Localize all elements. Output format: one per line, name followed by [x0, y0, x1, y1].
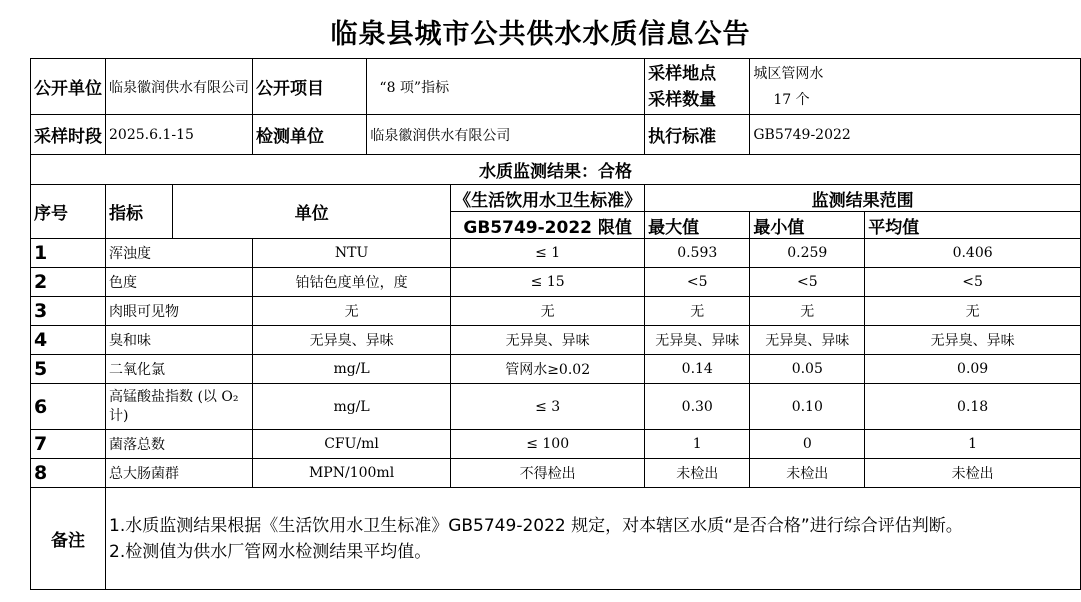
testing-unit-value: 临泉徽润供水有限公司 — [367, 115, 645, 155]
remark-line-1: 1.水质监测结果根据《生活饮用水卫生标准》GB5749-2022 规定，对本辖区水质“是否合格”进行综合评估判断。 — [109, 515, 963, 536]
row-min: 0.259 — [750, 239, 865, 268]
sampling-period-value: 2025.6.1-15 — [106, 115, 253, 155]
page-title: 临泉县城市公共供水水质信息公告 — [330, 19, 751, 50]
remarks-label: 备注 — [31, 488, 106, 590]
col-unit-header: 单位 — [173, 185, 451, 239]
table-row — [31, 297, 1081, 326]
row-indicator: 高锰酸盐指数 (以 O₂计) — [106, 384, 253, 430]
row-unit: 无异臭、异味 — [253, 326, 451, 355]
table-row — [31, 239, 1081, 268]
row-indicator: 肉眼可见物 — [106, 297, 253, 326]
row-indicator: 浑浊度 — [106, 239, 253, 268]
row-min: 无 — [750, 297, 865, 326]
remark-line-2: 2.检测值为供水厂管网水检测结果平均值。 — [109, 541, 432, 562]
col-limit-header-line1: 《生活饮用水卫生标准》 — [451, 185, 645, 212]
row-seq: 7 — [31, 430, 106, 459]
row-max: 0.14 — [645, 355, 750, 384]
public-unit-label: 公开单位 — [31, 59, 106, 115]
row-max: 1 — [645, 430, 750, 459]
row-unit: MPN/100ml — [253, 459, 451, 488]
col-min-header: 最小值 — [750, 212, 865, 239]
sampling-period-label: 采样时段 — [31, 115, 106, 155]
row-unit: CFU/ml — [253, 430, 451, 459]
sampling-count-label: 采样数量 — [648, 89, 717, 110]
public-unit-value: 临泉徽润供水有限公司 — [106, 59, 253, 115]
row-indicator: 臭和味 — [106, 326, 253, 355]
row-seq: 2 — [31, 268, 106, 297]
row-limit: 管网水≥0.02 — [451, 355, 645, 384]
standard-value: GB5749-2022 — [750, 115, 1081, 155]
row-indicator: 菌落总数 — [106, 430, 253, 459]
testing-unit-label: 检测单位 — [253, 115, 367, 155]
remarks-text — [106, 488, 1081, 590]
row-limit: 无 — [451, 297, 645, 326]
header-row-1 — [31, 59, 1081, 115]
row-seq: 8 — [31, 459, 106, 488]
row-min: 无异臭、异味 — [750, 326, 865, 355]
row-avg: 1 — [865, 430, 1081, 459]
table-row — [31, 326, 1081, 355]
row-seq: 6 — [31, 384, 106, 430]
sampling-location-count-values — [750, 59, 1081, 115]
public-item-value: “8 项”指标 — [367, 59, 645, 115]
standard-label: 执行标准 — [645, 115, 750, 155]
row-limit: ≤ 100 — [451, 430, 645, 459]
column-header-row-1 — [31, 185, 1081, 212]
row-min: <5 — [750, 268, 865, 297]
row-min: 未检出 — [750, 459, 865, 488]
table-row — [31, 459, 1081, 488]
row-max: 0.593 — [645, 239, 750, 268]
row-limit: ≤ 15 — [451, 268, 645, 297]
row-limit: 不得检出 — [451, 459, 645, 488]
row-max: 0.30 — [645, 384, 750, 430]
row-limit: ≤ 3 — [451, 384, 645, 430]
row-indicator: 色度 — [106, 268, 253, 297]
row-seq: 1 — [31, 239, 106, 268]
row-max: 未检出 — [645, 459, 750, 488]
row-avg: <5 — [865, 268, 1081, 297]
row-avg: 0.18 — [865, 384, 1081, 430]
result-banner-row — [31, 155, 1081, 185]
row-avg: 0.09 — [865, 355, 1081, 384]
row-unit: mg/L — [253, 384, 451, 430]
col-limit-header-line2: GB5749-2022 限值 — [451, 212, 645, 239]
row-max: <5 — [645, 268, 750, 297]
row-min: 0.10 — [750, 384, 865, 430]
col-seq-header: 序号 — [31, 185, 106, 239]
water-quality-table — [30, 58, 1081, 590]
row-max: 无异臭、异味 — [645, 326, 750, 355]
row-min: 0 — [750, 430, 865, 459]
row-limit: 无异臭、异味 — [451, 326, 645, 355]
row-avg: 无异臭、异味 — [865, 326, 1081, 355]
row-seq: 4 — [31, 326, 106, 355]
table-row — [31, 355, 1081, 384]
table-row — [31, 384, 1081, 430]
header-row-2 — [31, 115, 1081, 155]
row-min: 0.05 — [750, 355, 865, 384]
sampling-location-value: 城区管网水 — [753, 65, 824, 82]
row-avg: 0.406 — [865, 239, 1081, 268]
col-max-header: 最大值 — [645, 212, 750, 239]
row-max: 无 — [645, 297, 750, 326]
remarks-row — [31, 488, 1081, 590]
row-indicator: 总大肠菌群 — [106, 459, 253, 488]
sampling-count-value: 17 个 — [773, 91, 810, 108]
table-row — [31, 430, 1081, 459]
row-unit: NTU — [253, 239, 451, 268]
row-seq: 5 — [31, 355, 106, 384]
col-avg-header: 平均值 — [865, 212, 1081, 239]
row-avg: 无 — [865, 297, 1081, 326]
row-unit: mg/L — [253, 355, 451, 384]
row-seq: 3 — [31, 297, 106, 326]
row-indicator: 二氧化氯 — [106, 355, 253, 384]
row-limit: ≤ 1 — [451, 239, 645, 268]
sampling-location-count-labels — [645, 59, 750, 115]
result-banner: 水质监测结果：合格 — [31, 155, 1081, 185]
sampling-location-label: 采样地点 — [648, 63, 717, 84]
table-row — [31, 268, 1081, 297]
row-unit: 无 — [253, 297, 451, 326]
public-item-label: 公开项目 — [253, 59, 367, 115]
row-unit: 铂钴色度单位，度 — [253, 268, 451, 297]
col-range-group-header: 监测结果范围 — [645, 185, 1081, 212]
row-avg: 未检出 — [865, 459, 1081, 488]
col-indicator-header: 指标 — [106, 185, 173, 239]
